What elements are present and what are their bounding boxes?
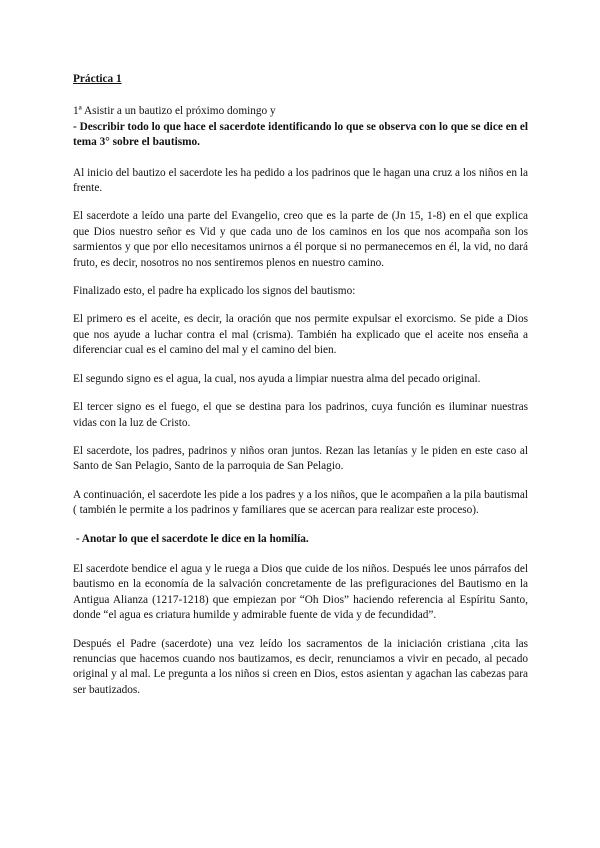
paragraph-signs-intro: Finalizado esto, el padre ha explicado los signos del bautismo: — [73, 285, 356, 298]
task-1-instruction: - Describir todo lo que hace el sacerdote identificando lo que se observa con lo que se dice en el tema 3° sobre el bautismo. — [73, 120, 528, 149]
paragraph-baptismal-font: A continuación, el sacerdote les pide a los padres y a los niños, que le acompañen a la pila bautismal ( también le permite a los padrinos y familiares que se acercan para realizar este proceso). — [73, 488, 528, 517]
paragraph-fire-sign: El tercer signo es el fuego, el que se destina para los padrinos, cuya función es iluminar nuestras vidas con la luz de Cristo. — [73, 401, 528, 429]
task-1-block — [73, 104, 528, 150]
document-title: Práctica 1 — [73, 73, 122, 85]
paragraph-renunciations: Después el Padre (sacerdote) una vez leído los sacramentos de la iniciación cristiana ,cita las renuncias que hacemos cuando nos bautizamos, es decir, renunciamos a vivir en pecado, al pecado original y al mal. Le pregunta a los niños si creen en Dios, estos asientan y agachan las cabezas para ser bautizados. — [73, 637, 528, 696]
paragraph-cross-on-forehead: Al inicio del bautizo el sacerdote les ha pedido a los padrinos que le hagan una cruz a los niños en la frente. — [73, 166, 528, 195]
paragraph-oil-sign: El primero es el aceite, es decir, la oración que nos permite expulsar el exorcismo. Se pide a Dios que nos ayude a luchar contra el mal (crisma). También ha explicado que el aceite nos enseña a diferenciar cual es el camino del mal y el camino del bien. — [73, 313, 528, 357]
paragraph-water-blessing: El sacerdote bendice el agua y le ruega a Dios que cuide de los niños. Después lee unos párrafos del bautismo en la economía de la salvación concretamente de las prefiguraciones del Bautismo en la Antigua Alianza (1217-1218) que empiezan por “Oh Dios” haciendo referencia al Espíritu Santo, donde “el agua es criatura humilde y admirable fuente de vida y de fecundidad”. — [73, 562, 528, 622]
task-1-line: 1ª Asistir a un bautizo el próximo domingo y — [73, 105, 276, 118]
task-2-heading: - Anotar lo que el sacerdote le dice en la homilía. — [73, 532, 309, 545]
paragraph-gospel-reading: El sacerdote a leído una parte del Evangelio, creo que es la parte de (Jn 15, 1-8) en el que explica que Dios nuestro señor es Vid y que cada uno de los caminos en los que nos acompaña son los sarmientos y que por ello necesitamos unirnos a él porque si no permanecemos en él, la vid, no dará fruto, es decir, nosotros no nos sentiremos plenos en nuestro camino. — [73, 210, 528, 269]
paragraph-litanies: El sacerdote, los padres, padrinos y niños oran juntos. Rezan las letanías y le piden en este caso al Santo de San Pelagio, Santo de la parroquia de San Pelagio. — [73, 444, 528, 473]
paragraph-water-sign: El segundo signo es el agua, la cual, nos ayuda a limpiar nuestra alma del pecado original. — [73, 372, 481, 385]
